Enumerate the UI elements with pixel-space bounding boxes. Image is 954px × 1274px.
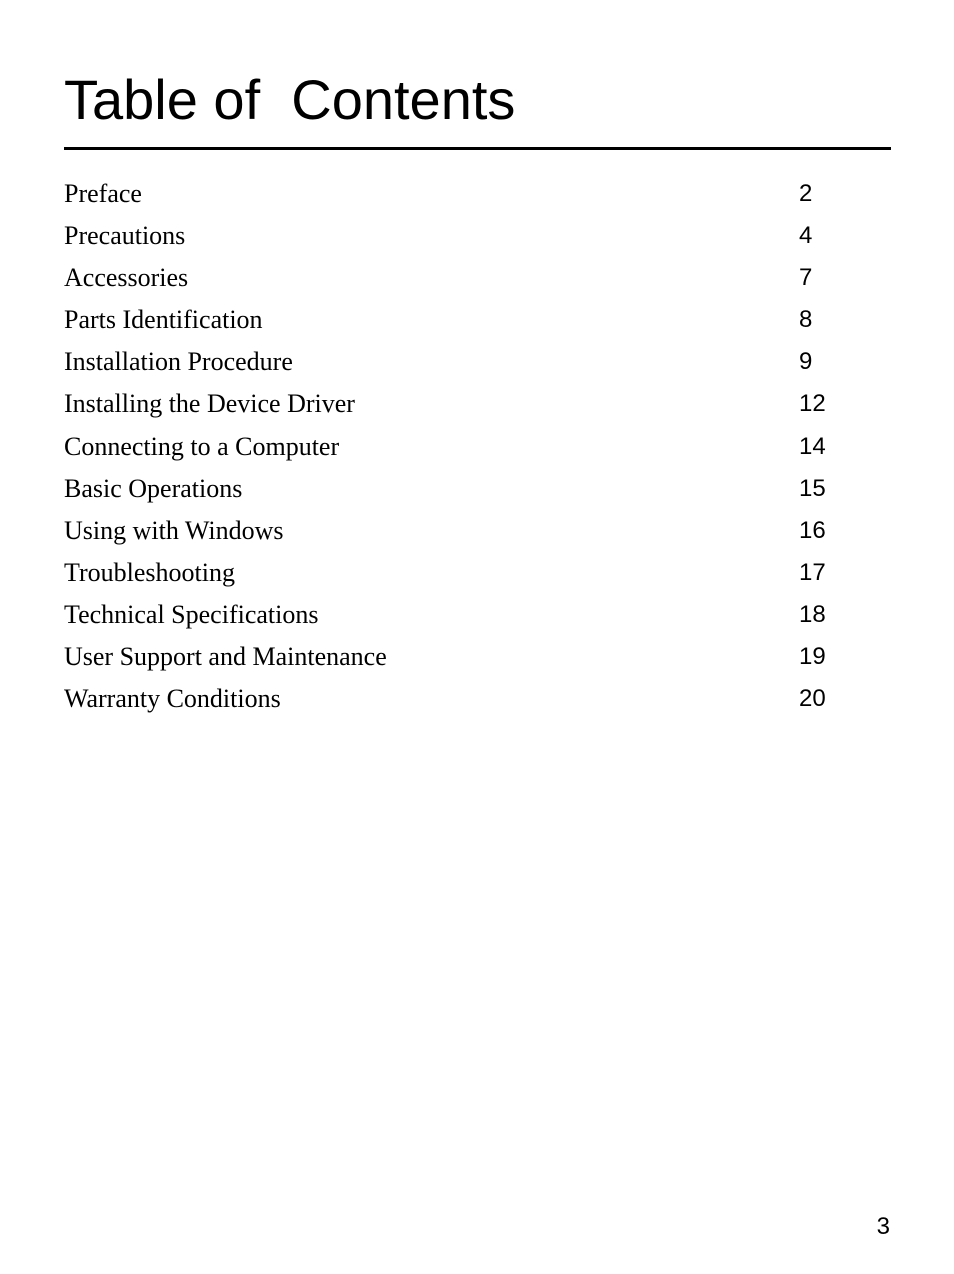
toc-entry[interactable]	[64, 299, 894, 341]
table-of-contents	[64, 173, 894, 720]
toc-entry-page-number: 19	[799, 643, 826, 671]
title-divider	[64, 147, 891, 150]
toc-entry-title: Basic Operations	[64, 473, 243, 503]
toc-entry-page-number: 9	[799, 348, 813, 376]
toc-entry[interactable]	[64, 341, 894, 383]
toc-entry-title: Warranty Conditions	[64, 684, 281, 714]
toc-entry[interactable]	[64, 678, 894, 720]
toc-entry-title: User Support and Maintenance	[64, 642, 387, 672]
toc-entry-title: Accessories	[64, 263, 189, 293]
toc-entry[interactable]	[64, 173, 894, 215]
toc-entry-title: Preface	[64, 179, 142, 208]
toc-entry-title: Installing the Device Driver	[64, 389, 355, 419]
toc-entry-page-number: 15	[799, 474, 826, 502]
toc-entry[interactable]	[64, 594, 894, 636]
toc-entry-page-number: 12	[799, 390, 826, 418]
toc-entry-page-number: 8	[799, 306, 813, 334]
toc-entry[interactable]	[64, 426, 894, 468]
toc-entry-title: Technical Specifications	[64, 599, 319, 629]
toc-entry-title: Parts Identification	[64, 305, 263, 335]
toc-entry-page-number: 4	[799, 222, 813, 250]
toc-entry-page-number: 20	[799, 685, 826, 713]
toc-entry[interactable]	[64, 510, 894, 552]
toc-entry-title: Connecting to a Computer	[64, 431, 340, 461]
toc-entry-title: Installation Procedure	[64, 347, 293, 377]
toc-entry-page-number: 7	[799, 264, 813, 292]
toc-entry[interactable]	[64, 383, 894, 425]
toc-entry-title: Precautions	[64, 221, 186, 251]
toc-entry[interactable]	[64, 468, 894, 510]
toc-entry-title: Troubleshooting	[64, 557, 235, 587]
toc-entry[interactable]	[64, 636, 894, 678]
toc-entry-page-number: 14	[799, 432, 826, 460]
toc-entry-title: Using with Windows	[64, 515, 284, 545]
toc-entry[interactable]	[64, 552, 894, 594]
toc-entry-page-number: 17	[799, 558, 826, 586]
toc-entry-page-number: 18	[799, 600, 826, 628]
page-title: Table of Contents	[64, 68, 516, 131]
toc-entry[interactable]	[64, 257, 894, 299]
toc-entry-page-number: 16	[799, 516, 826, 544]
toc-entry[interactable]	[64, 215, 894, 257]
toc-entry-page-number: 2	[799, 180, 813, 207]
page-number: 3	[876, 1213, 890, 1240]
